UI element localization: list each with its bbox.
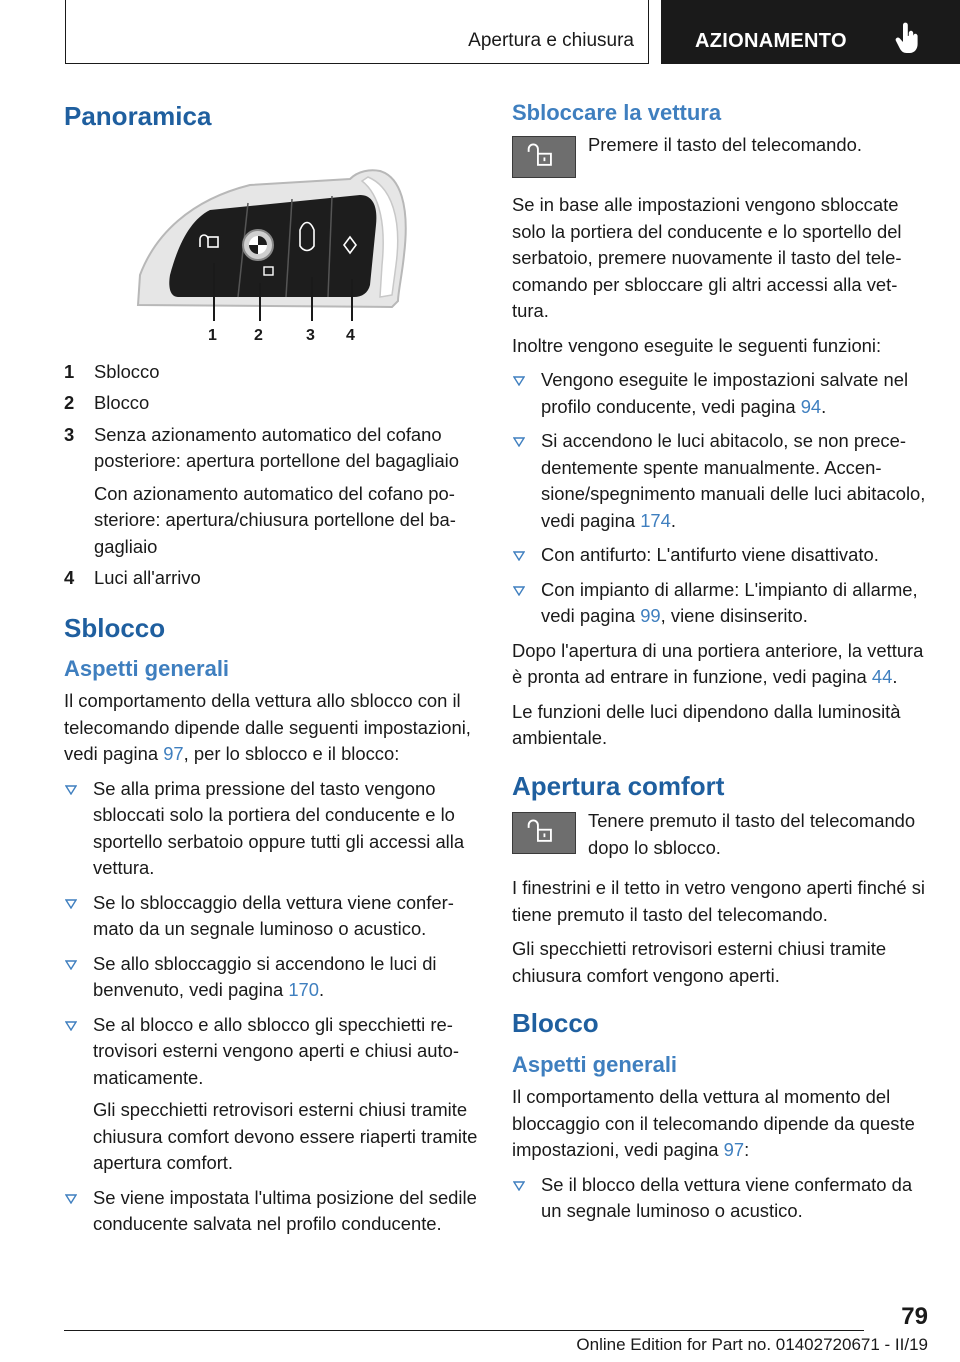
lock-heading: Blocco xyxy=(512,1008,599,1039)
page-link[interactable]: 44 xyxy=(871,666,893,688)
chapter-tab[interactable] xyxy=(661,0,960,64)
list-item: Se allo sbloccaggio si accendono le luci di benvenuto, vedi pagina 170. xyxy=(64,951,480,1004)
lock-settings-list xyxy=(512,1172,928,1225)
triangle-bullet-icon xyxy=(65,1194,77,1204)
page-link[interactable]: 174 xyxy=(640,509,671,531)
paragraph: Gli specchietti retrovisori esterni chiusi tramite chiusura comfort vengono aperti. xyxy=(512,938,887,986)
triangle-bullet-icon xyxy=(65,960,77,970)
list-item: Se lo sbloccaggio della vettura viene confermato da un segnale luminoso o acustico. xyxy=(64,890,480,943)
triangle-bullet-icon xyxy=(513,1181,525,1191)
list-item: Se il blocco della vettura viene confermato da un segnale luminoso o acustico. xyxy=(512,1172,928,1225)
triangle-bullet-icon xyxy=(513,376,525,386)
figure-label: 1 xyxy=(208,326,217,344)
comfort-text: Tenere premuto il tasto del telecomando dopo lo sblocco. xyxy=(588,810,916,858)
list-item: Con antifurto: L'antifurto viene disattivato. xyxy=(512,542,928,569)
unlock-car-heading: Sbloccare la vettura xyxy=(512,100,722,125)
paragraph: I finestrini e il tetto in vetro vengono aperti finché si tiene premuto il tasto del telecomando. xyxy=(512,877,925,925)
page-link[interactable]: 94 xyxy=(800,395,822,417)
legend-item: 1 Sblocco xyxy=(64,360,160,382)
unlock-instruction xyxy=(512,132,928,178)
hand-pointer-icon xyxy=(894,22,922,54)
triangle-bullet-icon xyxy=(65,899,77,909)
page-link[interactable]: 99 xyxy=(640,605,661,627)
list-item: Se alla prima pressione del tasto vengono sbloccati solo la portiera del conducente e lo sportello serbatoio oppure tutti gli accessi alla vettura. xyxy=(64,776,480,882)
header-frame xyxy=(65,0,649,64)
right-column xyxy=(512,100,928,1233)
edition-text: Online Edition for Part no. 01402720671 - II/19 xyxy=(576,1335,928,1354)
unlock-car-text: Premere il tasto del telecomando. xyxy=(588,134,862,156)
page-link[interactable]: 170 xyxy=(288,979,319,1001)
legend-item: 2 Blocco xyxy=(64,392,150,413)
unlock-heading: Sblocco xyxy=(64,612,166,643)
triangle-bullet-icon xyxy=(65,1021,77,1031)
list-item: Con impianto di allarme: L'impianto di allarme, vedi pagina 99, viene disinserito. xyxy=(512,577,928,630)
comfort-instruction xyxy=(512,808,928,861)
unlock-button-icon xyxy=(512,812,576,854)
section-title: Apertura e chiusura xyxy=(468,30,634,51)
paragraph: Se in base alle impostazioni vengono sbloccate solo la portiera del conducente e lo sportello del serbatoio, premere nuovamente il tasto del telecomando per sbloccare gli altri accessi alla vettura. xyxy=(512,194,902,322)
list-item: Se viene impostata l'ultima posizione del sedile conducente salvata nel profilo conducente. xyxy=(64,1185,480,1238)
figure-label: 3 xyxy=(306,326,315,344)
general-heading: Aspetti generali xyxy=(64,656,230,681)
page-number: 79 xyxy=(901,1303,928,1330)
paragraph: Inoltre vengono eseguite le seguenti funzioni: xyxy=(512,334,882,356)
paragraph: Le funzioni delle luci dipendono dalla luminosità ambientale. xyxy=(512,700,901,749)
list-item: Vengono eseguite le impostazioni salvate nel profilo conducente, vedi pagina 94. xyxy=(512,367,928,420)
legend-list xyxy=(64,359,480,592)
paragraph: Dopo l'apertura di una portiera anteriore, la vettura è pronta ad entrare in funzione, vedi pagina 44. xyxy=(512,639,924,688)
intro-paragraph: Il comportamento della vettura allo sblocco con il telecomando dipende dalle seguenti impostazioni, vedi pagina 97, per lo sblocco e il blocco: xyxy=(64,690,471,765)
functions-list xyxy=(512,367,928,630)
left-column xyxy=(64,100,480,1246)
unlock-settings-list xyxy=(64,776,480,1238)
car-key-fob-icon xyxy=(130,165,415,345)
legend-item: 4 Luci all'arrivo xyxy=(64,567,201,588)
triangle-bullet-icon xyxy=(513,586,525,596)
chapter-tab-label: AZIONAMENTO xyxy=(695,30,847,52)
overview-heading: Panoramica xyxy=(64,101,212,131)
list-item: Se al blocco e allo sblocco gli specchietti retrovisori esterni vengono aperti e chiusi automaticamente. Gli specchietti retrovisori esterni chiusi tramite chiusura comfort devono essere riaperti tramite apertura comfort. xyxy=(64,1012,480,1177)
paragraph: Il comportamento della vettura al momento del bloccaggio con il telecomando dipende da queste impostazioni, vedi pagina 97: xyxy=(512,1086,915,1161)
triangle-bullet-icon xyxy=(513,551,525,561)
page-link[interactable]: 97 xyxy=(723,1139,745,1161)
page-link[interactable]: 97 xyxy=(163,743,184,765)
triangle-bullet-icon xyxy=(513,437,525,447)
lock-general-heading: Aspetti generali xyxy=(512,1051,678,1077)
figure-label: 2 xyxy=(254,326,263,344)
figure-label: 4 xyxy=(346,326,355,344)
footer-divider xyxy=(64,1330,864,1331)
page-header xyxy=(65,0,960,64)
comfort-heading: Apertura comfort xyxy=(512,770,725,801)
unlock-button-icon xyxy=(512,136,576,178)
legend-item: 3 Senza azionamento automatico del cofano posteriore: apertura portellone del bagagliaio Con azionamento automatico del cofano posteriore: apertura/chiusura portellone del bagagliaio xyxy=(64,423,459,557)
list-item: Si accendono le luci abitacolo, se non precedentemente spente manualmente. Accensione/spegnimento manuali delle luci abitacolo, vedi pagina 174. xyxy=(512,428,928,534)
triangle-bullet-icon xyxy=(65,785,77,795)
